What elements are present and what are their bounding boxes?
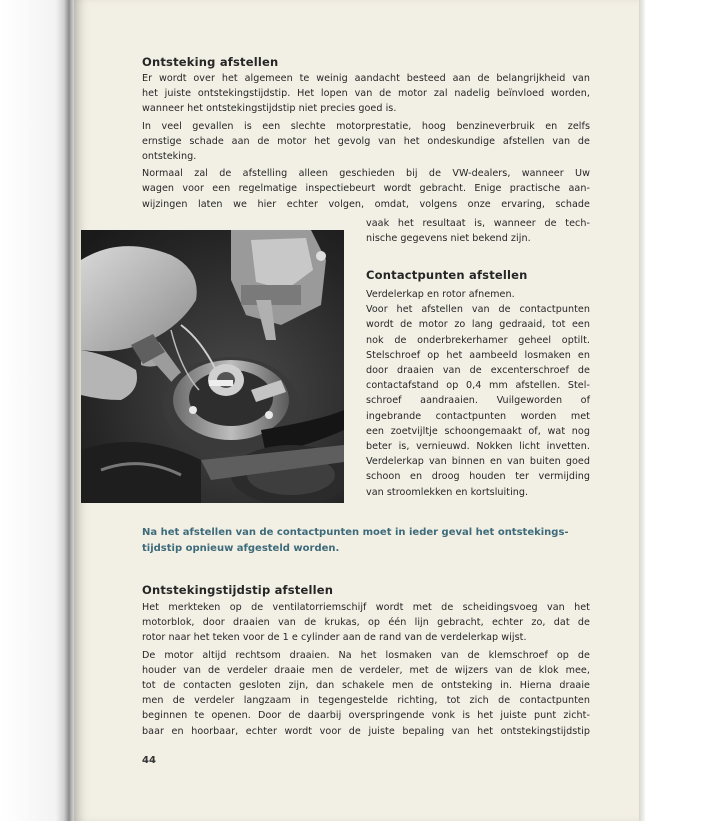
text-line: door draaien van de excenterschroef de bbox=[366, 365, 590, 377]
text-line: wanneer het ontstekingstijdstip niet precies goed is. bbox=[142, 103, 397, 115]
text-line: wagen voor een regelmatige inspectiebeurt wordt gebracht. Enige practische aan- bbox=[142, 183, 590, 195]
text-line: Het merkteken op de ventilatorriemschijf wordt met de scheidingsvoeg van het bbox=[142, 602, 590, 613]
text-line: nische gegevens niet bekend zijn. bbox=[366, 233, 531, 245]
text-line: contactafstand op 0,4 mm afstellen. Stel- bbox=[366, 380, 590, 392]
text-line: vaak het resultaat is, wanneer de tech- bbox=[366, 218, 590, 229]
text-line: Verdelerkap van binnen en van buiten goed bbox=[366, 456, 590, 468]
book-spine bbox=[0, 0, 76, 821]
paragraph bbox=[142, 166, 590, 212]
text-line: schroef aandraaien. Vuilgeworden of bbox=[366, 395, 590, 407]
text-line: In veel gevallen is een slechte motorprestatie, hoog benzineverbruik en zelfs bbox=[142, 120, 590, 132]
text-line: een zoetvijltje schoongemaakt of, wat nog bbox=[366, 425, 590, 437]
section-heading-ignition-timing: Ontstekingstijdstip afstellen bbox=[142, 583, 334, 597]
text-line: het juiste ontstekingstijdstip. Het lopen van de motor zal nadelig beïnvloed worden, bbox=[142, 88, 590, 100]
ignition-intro-continuation bbox=[366, 216, 590, 246]
text-line: ernstige schade aan de motor het gevolg van het ondeskundige afstellen van de bbox=[142, 135, 590, 147]
contact-points-text bbox=[366, 287, 590, 500]
text-line: De motor altijd rechtsom draaien. Na het losmaken van de klemschroef op de bbox=[142, 649, 590, 661]
text-line: houder van de verdeler draaie men de verdeler, met de wijzers van de klok mee, bbox=[142, 664, 590, 676]
text-line: Voor het afstellen van de contactpunten bbox=[366, 304, 590, 316]
paragraph bbox=[142, 600, 590, 646]
text-line: wijzingen laten we hier echter volgen, omdat, volgens onze ervaring, schade bbox=[142, 198, 590, 210]
ignition-timing-text bbox=[142, 600, 590, 741]
distributor-photo bbox=[81, 230, 344, 503]
paragraph bbox=[142, 71, 590, 117]
page-edge bbox=[639, 0, 645, 821]
text-line: nok de onderbrekerhamer geheel optilt. bbox=[366, 334, 590, 346]
text-line: rotor naar het teken voor de 1 e cylinder aan de rand van de verdelerkap wijst. bbox=[142, 632, 527, 644]
text-line: wordt de motor zo lang gedraaid, tot een bbox=[366, 319, 590, 331]
page-number: 44 bbox=[142, 755, 156, 766]
text-line: ingebrande contactpunten worden met bbox=[366, 410, 590, 422]
ignition-intro-text bbox=[142, 71, 590, 214]
text-line: motorblok, door draaien van de krukas, op één lijn gebracht, echter zo, dat de bbox=[142, 617, 590, 629]
text-line: schoon en droog houden ter vermijding bbox=[366, 471, 590, 483]
text-line: Stelschroef op het aambeeld losmaken en bbox=[366, 349, 590, 361]
section-heading-contact-points: Contactpunten afstellen bbox=[366, 268, 528, 282]
adjustment-note bbox=[142, 525, 590, 556]
paragraph bbox=[142, 648, 590, 739]
text-line: baar en hoorbaar, echter wordt voor de juiste bepaling van het ontstekingstijdstip bbox=[142, 725, 590, 737]
text-line: men de verdeler langzaam in tegengestelde richting, tot zich de contactpunten bbox=[142, 695, 590, 707]
text-line: beter is, vernieuwd. Nokken licht invetten. bbox=[366, 441, 590, 453]
text-line: Normaal zal de afstelling alleen geschieden bij de VW-dealers, wanneer Uw bbox=[142, 168, 590, 180]
note-line: tijdstip opnieuw afgesteld worden. bbox=[142, 542, 340, 554]
section-heading-ignition: Ontsteking afstellen bbox=[142, 55, 279, 69]
text-line: tot de contacten gesloten zijn, dan schakele men de ontsteking in. Hierna draaie bbox=[142, 680, 590, 692]
text-line: van stroomlekken en kortsluiting. bbox=[366, 486, 529, 498]
text-line: beginnen te openen. Door de daarbij overspringende vonk is het juiste punt zicht- bbox=[142, 710, 590, 722]
text-line: Er wordt over het algemeen te weinig aandacht besteed aan de belangrijkheid van bbox=[142, 73, 590, 84]
text-line: Verdelerkap en rotor afnemen. bbox=[366, 289, 515, 300]
note-line: Na het afstellen van de contactpunten moet in ieder geval het ontstekings- bbox=[142, 527, 569, 538]
text-line: ontsteking. bbox=[142, 151, 197, 163]
paragraph bbox=[142, 119, 590, 165]
